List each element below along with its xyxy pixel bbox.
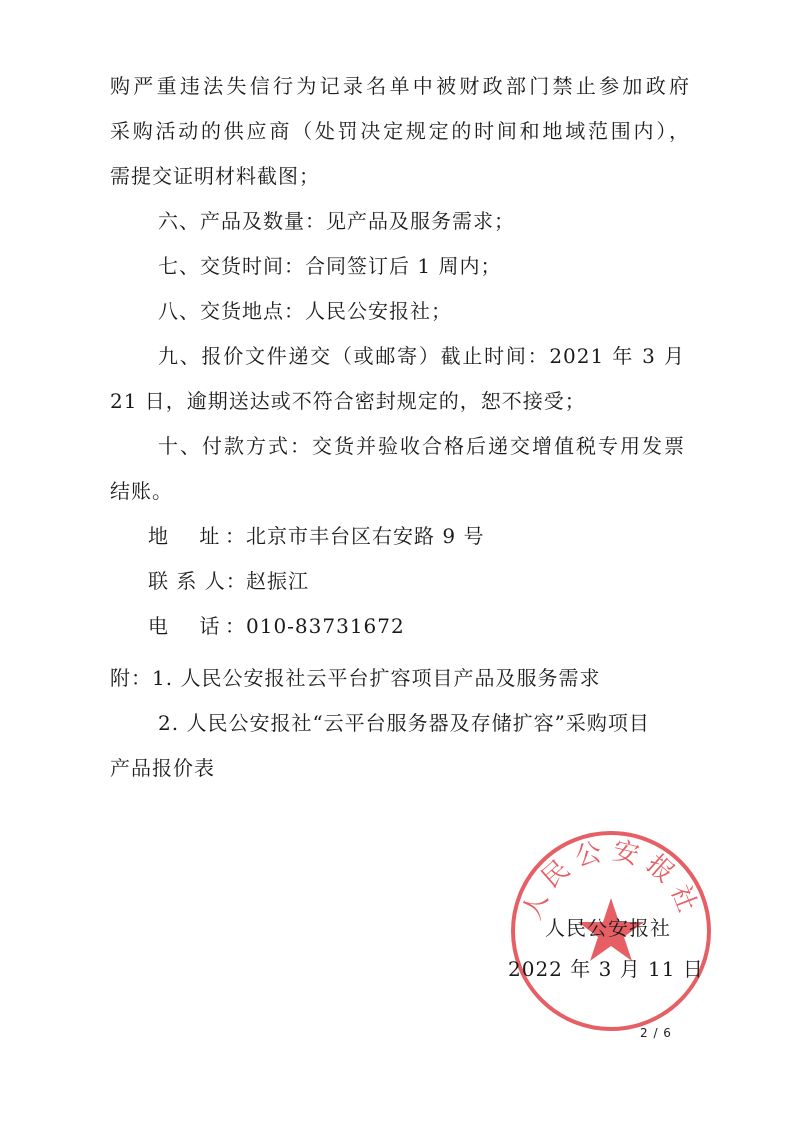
attachment-line: 2. 人民公安报社“云平台服务器及存储扩容”采购项目: [158, 711, 650, 735]
svg-text:人民公安报社: 人民公安报社: [517, 835, 705, 924]
body-line: 结账。: [110, 479, 173, 503]
contact-address-value: 北京市丰台区右安路 9 号: [246, 524, 485, 548]
body-line: 十、付款方式：交货并验收合格后递交增值税专用发票: [158, 434, 685, 458]
body-line: 需提交证明材料截图；: [110, 164, 320, 188]
body-line: 九、报价文件递交（或邮寄）截止时间：2021 年 3 月: [158, 344, 685, 368]
contact-phone-value: 010-83731672: [246, 614, 405, 638]
attachment-line: 附：1. 人民公安报社云平台扩容项目产品及服务需求: [110, 666, 601, 690]
contact-phone-label: 电 话：: [148, 614, 246, 638]
contact-address-label: 地 址：: [148, 524, 246, 548]
contact-address: [148, 523, 484, 549]
body-line: 购严重违法失信行为记录名单中被财政部门禁止参加政府: [110, 74, 690, 98]
body-line: 八、交货地点：人民公安报社；: [158, 299, 452, 323]
contact-person-label: 联 系 人：: [148, 569, 247, 593]
body-line: 六、产品及数量：见产品及服务需求；: [158, 209, 515, 233]
body-line: 采购活动的供应商（处罚决定规定的时间和地域范围内），: [110, 119, 690, 143]
body-line: 七、交货时间：合同签订后 1 周内；: [158, 254, 502, 278]
page-number: 2 / 6: [640, 1026, 672, 1040]
signature-organization: 人民公安报社: [545, 916, 671, 940]
body-line: 21 日，逾期送达或不符合密封规定的，恕不接受；: [110, 389, 586, 413]
contact-phone: [148, 613, 405, 639]
signature-date: 2022 年 3 月 11 日: [508, 957, 704, 981]
contact-person-value: 赵振江: [246, 569, 309, 593]
attachment-line: 产品报价表: [110, 756, 215, 780]
contact-person: [148, 568, 309, 594]
